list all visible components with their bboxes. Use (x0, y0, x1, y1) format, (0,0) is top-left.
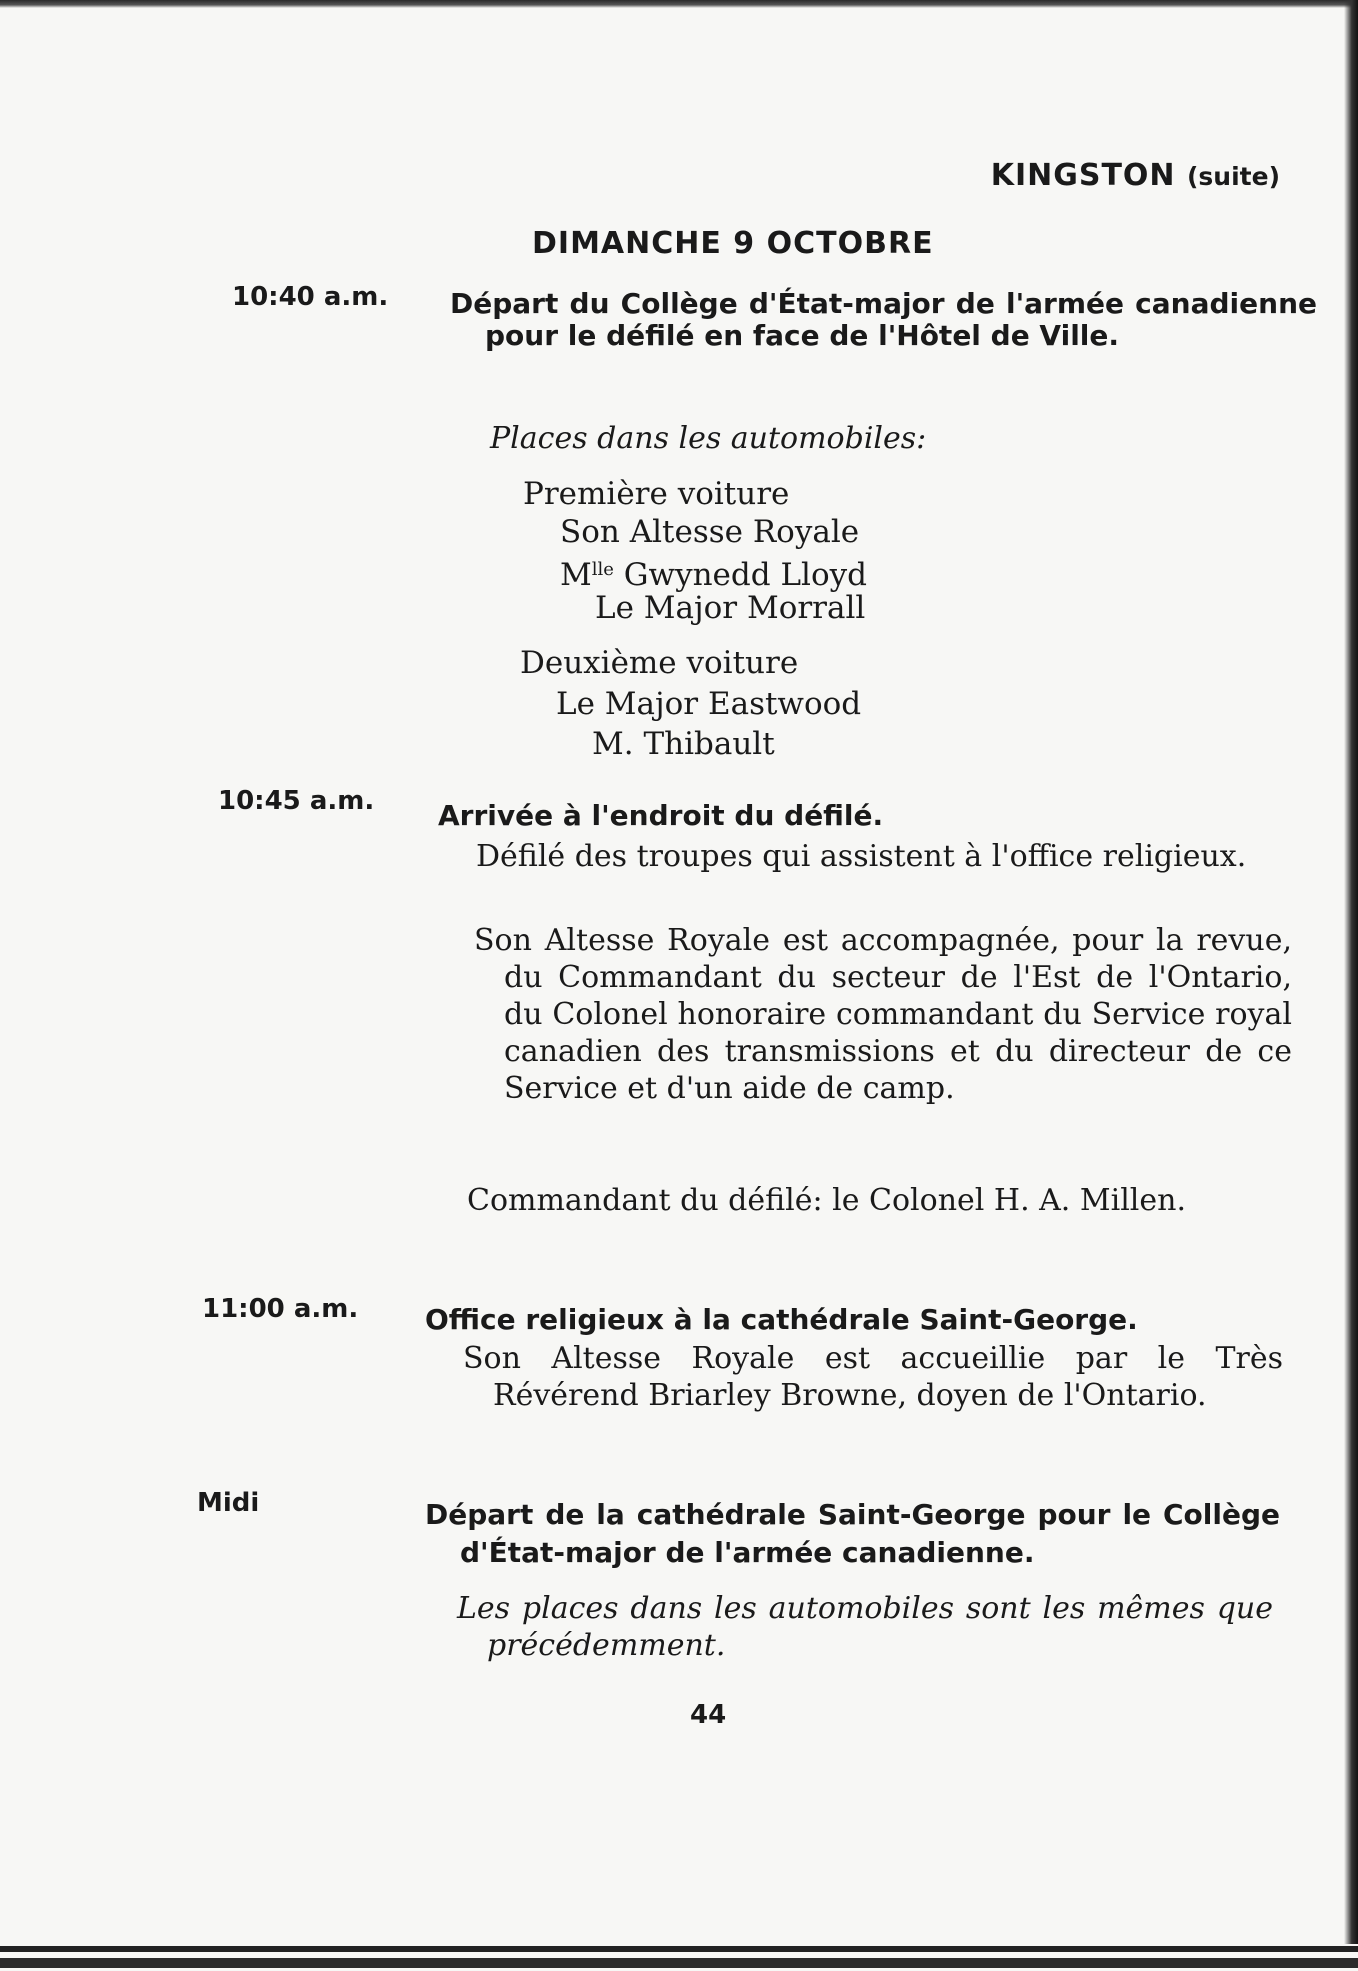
paragraph: Commandant du défilé: le Colonel H. A. Millen. (467, 1183, 1186, 1218)
running-header (991, 158, 1280, 193)
car-passenger (560, 552, 867, 593)
page-edge-bottom (0, 1944, 1358, 1971)
passenger-title-sup: lle (591, 559, 614, 580)
header-title: KINGSTON (990, 158, 1176, 193)
entry-time: 10:45 a.m. (218, 786, 375, 816)
day-title: DIMANCHE 9 OCTOBRE (532, 226, 934, 261)
entry-heading: Départ du Collège d'État-major de l'armée canadienne pour le défilé en face de l'Hôtel de Ville. (450, 287, 1317, 352)
car-label: Deuxième voiture (520, 645, 799, 681)
car-passenger: Le Major Eastwood (556, 686, 862, 722)
car-passenger: Le Major Morrall (595, 590, 866, 626)
entry-heading: Arrivée à l'endroit du défilé. (438, 799, 884, 832)
cars-intro: Places dans les automobiles: (490, 421, 927, 456)
paragraph: Son Altesse Royale est accompagnée, pour la revue, du Commandant du secteur de l'Est de l'Ontario, du Colonel honoraire commandant du Service royal canadien des transmissions et du directeur de ce Service et d'un aide de camp. (474, 923, 1292, 1106)
passenger-name: Gwynedd Lloyd (613, 557, 867, 593)
entry-heading: Office religieux à la cathédrale Saint-George. (425, 1303, 1138, 1336)
entry-time: 10:40 a.m. (232, 282, 389, 312)
note: Les places dans les automobiles sont les mêmes que précédemment. (457, 1591, 1273, 1663)
entry-time: 11:00 a.m. (202, 1294, 359, 1324)
entry-heading: Départ de la cathédrale Saint-George pour le Collège d'État-major de l'armée canadienne. (425, 1498, 1280, 1569)
car-label: Première voiture (523, 476, 790, 512)
car-passenger: Son Altesse Royale (560, 514, 860, 550)
entry-time: Midi (197, 1488, 260, 1518)
header-suffix: (suite) (1186, 162, 1280, 191)
passenger-title: M (560, 557, 592, 593)
page-number: 44 (690, 1700, 727, 1730)
paragraph: Son Altesse Royale est accueillie par le Très Révérend Briarley Browne, doyen de l'Ontario. (463, 1341, 1283, 1413)
paragraph: Défilé des troupes qui assistent à l'office religieux. (476, 839, 1247, 874)
car-passenger: M. Thibault (592, 726, 775, 762)
